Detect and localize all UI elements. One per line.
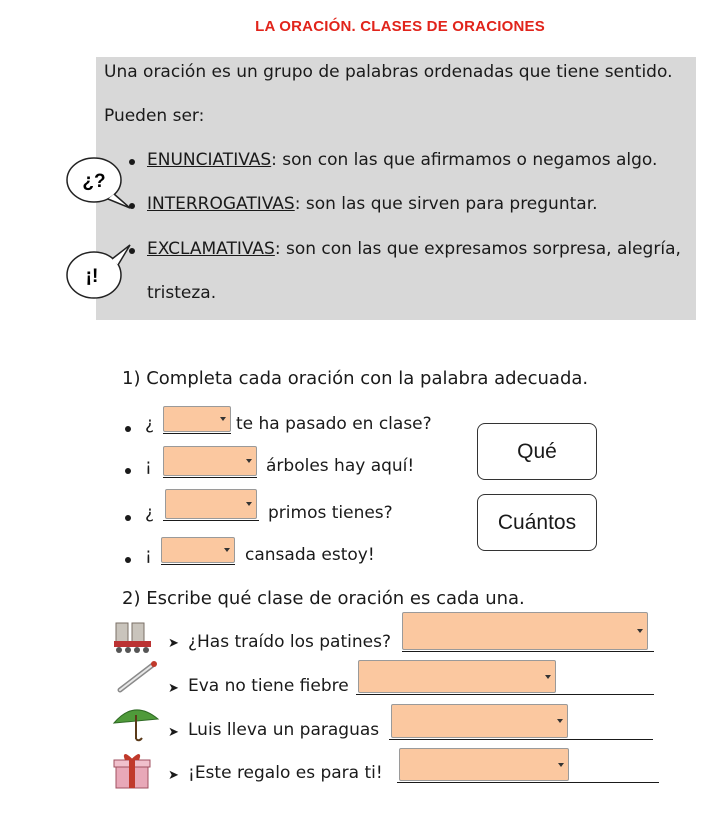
ex2-sentence: Luis lleva un paraguas [188,720,380,740]
exclaim-bubble [62,235,142,305]
exercise-number: 2) [122,588,141,609]
ex1-open: ¿ [145,503,155,523]
ex1-rest: cansada estoy! [245,545,375,565]
bullet [125,426,131,432]
ex2-sentence: Eva no tiene fiebre [188,676,349,696]
ex1-open: ¡ [145,456,152,476]
ex1-answer-dropdown[interactable] [165,489,257,519]
ex1-open: ¿ [145,414,155,434]
exercise-instruction: Escribe qué clase de oración es cada una. [146,588,525,609]
arrow-bullet-icon: ➤ [168,636,179,651]
roller-skates-icon [112,621,154,655]
bullet [125,557,131,563]
question-bubble [62,150,142,220]
type-exclamativas [147,239,681,259]
answer-line [163,477,257,478]
gift-icon [112,750,154,790]
exercise-number: 1) [122,368,141,389]
ex2-answer-dropdown[interactable] [391,704,568,738]
ex2-sentence: ¿Has traído los patines? [188,632,391,652]
page-title: LA ORACIÓN. CLASES DE ORACIONES [255,18,545,35]
type-interrogativas [147,194,598,214]
answer-line [397,782,659,783]
exercise-2-heading [122,588,525,609]
bullet [125,468,131,474]
type-term: EXCLAMATIVAS [147,239,275,259]
ex1-answer-dropdown[interactable] [163,406,231,432]
definition-box [96,57,696,320]
type-term: INTERROGATIVAS [147,194,295,214]
answer-line [163,520,259,521]
ex2-answer-dropdown[interactable] [399,748,569,781]
arrow-bullet-icon: ➤ [168,768,179,783]
exercise-1-heading [122,368,588,389]
ex2-answer-dropdown[interactable] [358,660,556,693]
exclaim-bubble-text: ¡! [85,266,99,287]
ex1-rest: te ha pasado en clase? [236,414,432,434]
type-enunciativas [147,150,657,170]
answer-line [356,694,654,695]
word-option-que[interactable]: Qué [477,423,597,480]
ex2-sentence: ¡Este regalo es para ti! [188,763,383,783]
arrow-bullet-icon: ➤ [168,681,179,696]
answer-line [402,651,654,652]
type-desc-cont: tristeza. [147,283,217,303]
ex1-answer-dropdown[interactable] [161,537,235,563]
ex2-answer-dropdown[interactable] [402,612,648,650]
type-term: ENUNCIATIVAS [147,150,272,170]
answer-line [161,564,235,565]
thermometer-icon [114,660,160,694]
answer-line [163,433,231,434]
type-desc: : son con las que afirmamos o negamos algo. [271,150,658,170]
type-desc: : son con las que expresamos sorpresa, alegría, [274,239,681,259]
ex1-rest: primos tienes? [268,503,393,523]
ex1-rest: árboles hay aquí! [266,456,415,476]
ex1-answer-dropdown[interactable] [163,446,257,476]
exercise-instruction: Completa cada oración con la palabra adecuada. [146,368,589,389]
question-bubble-text: ¿? [82,171,106,192]
bullet [125,515,131,521]
umbrella-icon [112,705,160,743]
word-option-cuantos[interactable]: Cuántos [477,494,597,551]
answer-line [389,739,653,740]
intro-line-1: Una oración es un grupo de palabras ordenadas que tiene sentido. [104,62,673,82]
ex1-open: ¡ [145,545,152,565]
intro-line-2: Pueden ser: [104,106,205,126]
arrow-bullet-icon: ➤ [168,725,179,740]
type-desc: : son las que sirven para preguntar. [294,194,598,214]
